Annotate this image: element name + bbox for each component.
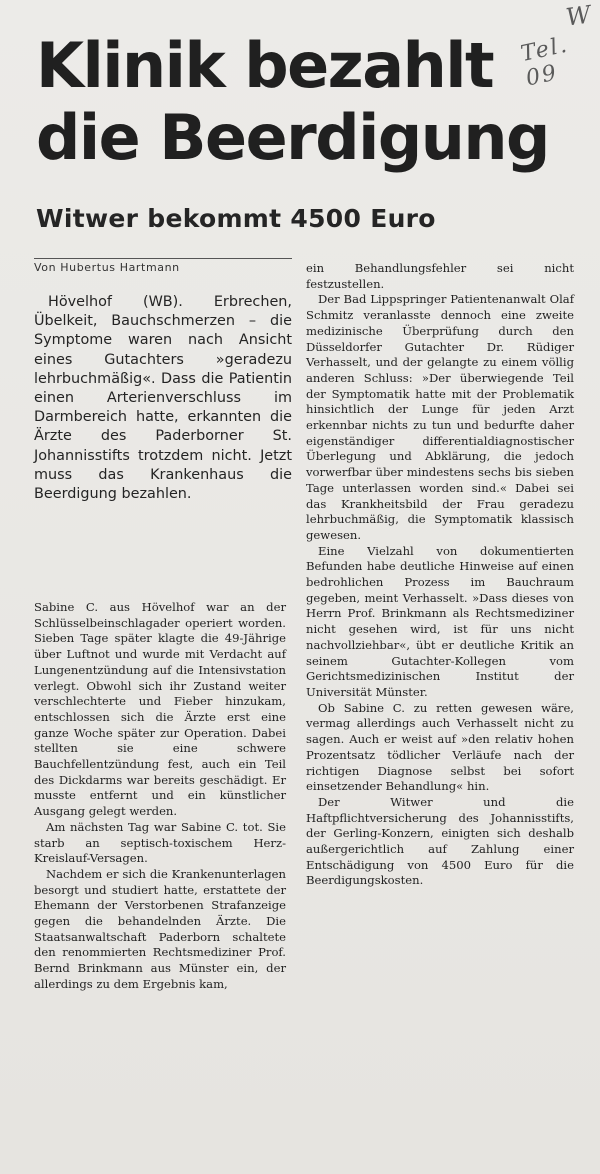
paragraph: Am nächsten Tag war Sabine C. tot. Sie starb an septisch-toxischem Herz-Kreislauf-Versagen. xyxy=(34,819,286,866)
paragraph: ein Behandlungsfehler sei nicht festzustellen. xyxy=(306,261,574,291)
paragraph: Sabine C. aus Hövelhof war an der Schlüsselbeinschlagader operiert worden. Sieben Tage später klagte die 49-Jährige über Luftnot und wurde mit Verdacht auf Lungenentzündung auf die Intensivstation verlegt. Obwohl sich ihr Zustand weiter verschlechterte und Fieber hinzukam, entschlossen sich die Ärzte erst eine ganze Woche später zur Operation. Dabei stellten sie eine schwere Bauchfellentzündung fest, auch ein Teil des Dickdarms war bereits geschädigt. Er musste entfernt und ein künstlicher Ausgang gelegt werden. xyxy=(34,600,286,819)
paragraph: Ob Sabine C. zu retten gewesen wäre, vermag allerdings auch Verhasselt nicht zu sagen. Auch er weist auf »den relativ hohen Prozentsatz tödlicher Verläufe nach der richtigen Diagnose selbst bei sofort einsetzender Behandlung« hin. xyxy=(306,700,574,794)
body-column-left xyxy=(34,600,286,993)
paragraph: Der Witwer und die Haftpflichtversicherung des Johannisstifts, der Gerling-Konzern, einigten sich deshalb außergerichtlich auf Zahlung einer Entschädigung von 4500 Euro für die Beerdigungskosten. xyxy=(306,794,574,888)
headline: Klinik bezahlt die Beerdigung xyxy=(36,29,549,174)
handwritten-note-top: W xyxy=(564,0,593,32)
body-column-right xyxy=(306,261,574,889)
lead-paragraph: Hövelhof (WB). Erbrechen, Übelkeit, Bauchschmerzen – die Symptome waren nach Ansicht eines Gutachters »geradezu lehrbuchmäßig«. Dass die Patientin einen Arterienverschluss im Darmbereich hatte, erkannten die Ärzte des Paderborner St. Johannisstifts trotzdem nicht. Jetzt muss das Krankenhaus die Beerdigung bezahlen. xyxy=(34,294,292,503)
paragraph: Der Bad Lippspringer Patientenanwalt Olaf Schmitz veranlasste dennoch eine zweite medizinische Überprüfung durch den Düsseldorfer Gutachter Dr. Rüdiger Verhasselt, und der gelangte zu einem völlig anderen Schluss: »Der überwiegende Teil der Symptomatik hatte mit der Problematik hinsichtlich der Lunge für jeden Arzt erkennbar nichts zu tun und bedurfte daher eigenständiger differentialdiagnostischer Überlegung und Abklärung, die jedoch vorwerfbar über mindestens sechs bis sieben Tage unterlassen worden sind.« Dabei sei das Krankheitsbild der Frau geradezu lehrbuchmäßig, die Symptomatik klassisch gewesen. xyxy=(306,292,574,542)
paragraph: Eine Vielzahl von dokumentierten Befunden habe deutliche Hinweise auf einen bedrohlichen Prozess im Bauchraum gegeben, meint Verhasselt. »Dass dieses von Herrn Prof. Brinkmann als Rechtsmediziner nicht gesehen wird, ist für uns nicht nachvollziehbar«, übt er deutliche Kritik an seinem Gutachter-Kollegen vom Gerichtsmedizinischen Institut der Universität Münster. xyxy=(306,543,574,699)
byline: Von Hubertus Hartmann xyxy=(34,258,292,274)
handwritten-note-date: Tel. 09 xyxy=(518,32,571,92)
subheadline: Witwer bekommt 4500 Euro xyxy=(36,204,436,233)
paragraph: Nachdem er sich die Krankenunterlagen besorgt und studiert hatte, erstattete der Ehemann der Verstorbenen Strafanzeige gegen die behandelnden Ärzte. Die Staatsanwaltschaft Paderborn schaltete den renommierten Rechtsmediziner Prof. Bernd Brinkmann aus Münster ein, der allerdings zu dem Ergebnis kam, xyxy=(34,866,286,991)
